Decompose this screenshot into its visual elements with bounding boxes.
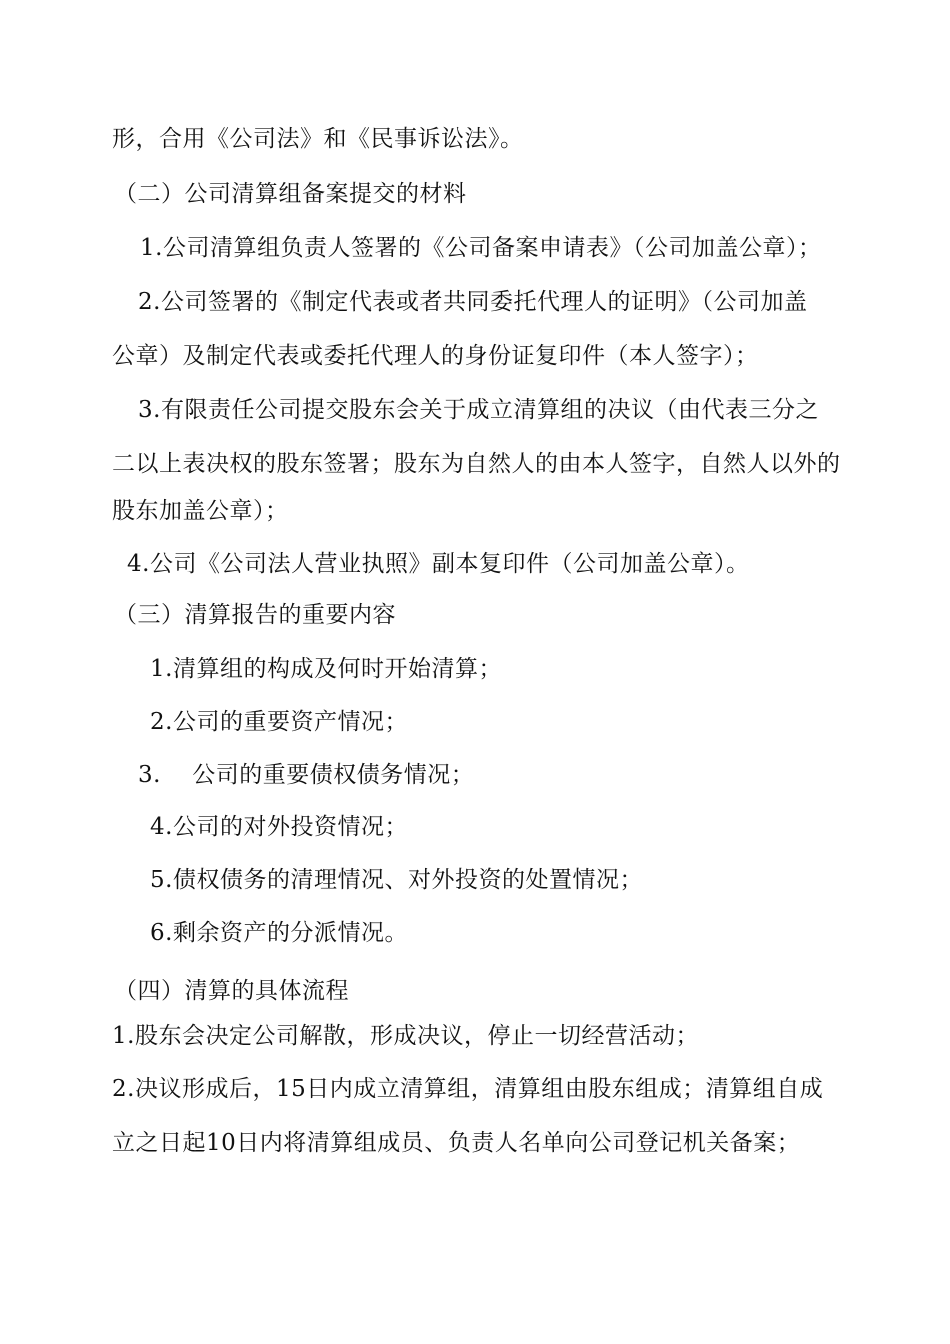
list-item: 4.公司的对外投资情况；: [150, 814, 408, 840]
paragraph-line: 股东加盖公章）；: [112, 498, 289, 524]
list-item: 5.债权债务的清理情况、对外投资的处置情况；: [150, 867, 643, 893]
list-item: 1.清算组的构成及何时开始清算；: [150, 656, 502, 682]
list-item: 2.公司签署的《制定代表或者共同委托代理人的证明》（公司加盖: [138, 289, 808, 315]
list-item: 4.公司《公司法人营业执照》副本复印件（公司加盖公章）。: [127, 551, 750, 577]
section-heading: （二）公司清算组备案提交的材料: [114, 181, 467, 207]
paragraph-line: 立之日起10日内将清算组成员、负责人名单向公司登记机关备案；: [112, 1130, 801, 1156]
paragraph-line: 二以上表决权的股东签署；股东为自然人的由本人签字，自然人以外的: [112, 451, 841, 477]
list-item: 1.公司清算组负责人签署的《公司备案申请表》（公司加盖公章）；: [140, 235, 822, 261]
section-heading: （四）清算的具体流程: [114, 978, 349, 1004]
list-item: 3.有限责任公司提交股东会关于成立清算组的决议（由代表三分之: [138, 397, 819, 423]
list-item: 6.剩余资产的分派情况。: [150, 920, 408, 946]
section-heading: （三）清算报告的重要内容: [114, 602, 396, 628]
paragraph-line: 形，合用《公司法》和《民事诉讼法》。: [112, 126, 524, 152]
paragraph-line: 公章）及制定代表或委托代理人的身份证复印件（本人签字）；: [112, 343, 759, 369]
list-item: 2.决议形成后，15日内成立清算组，清算组由股东组成；清算组自成: [112, 1076, 824, 1102]
list-item: 3. 公司的重要债权债务情况；: [138, 762, 475, 788]
list-item: 2.公司的重要资产情况；: [150, 709, 408, 735]
list-item: 1.股东会决定公司解散，形成决议，停止一切经营活动；: [112, 1023, 699, 1049]
